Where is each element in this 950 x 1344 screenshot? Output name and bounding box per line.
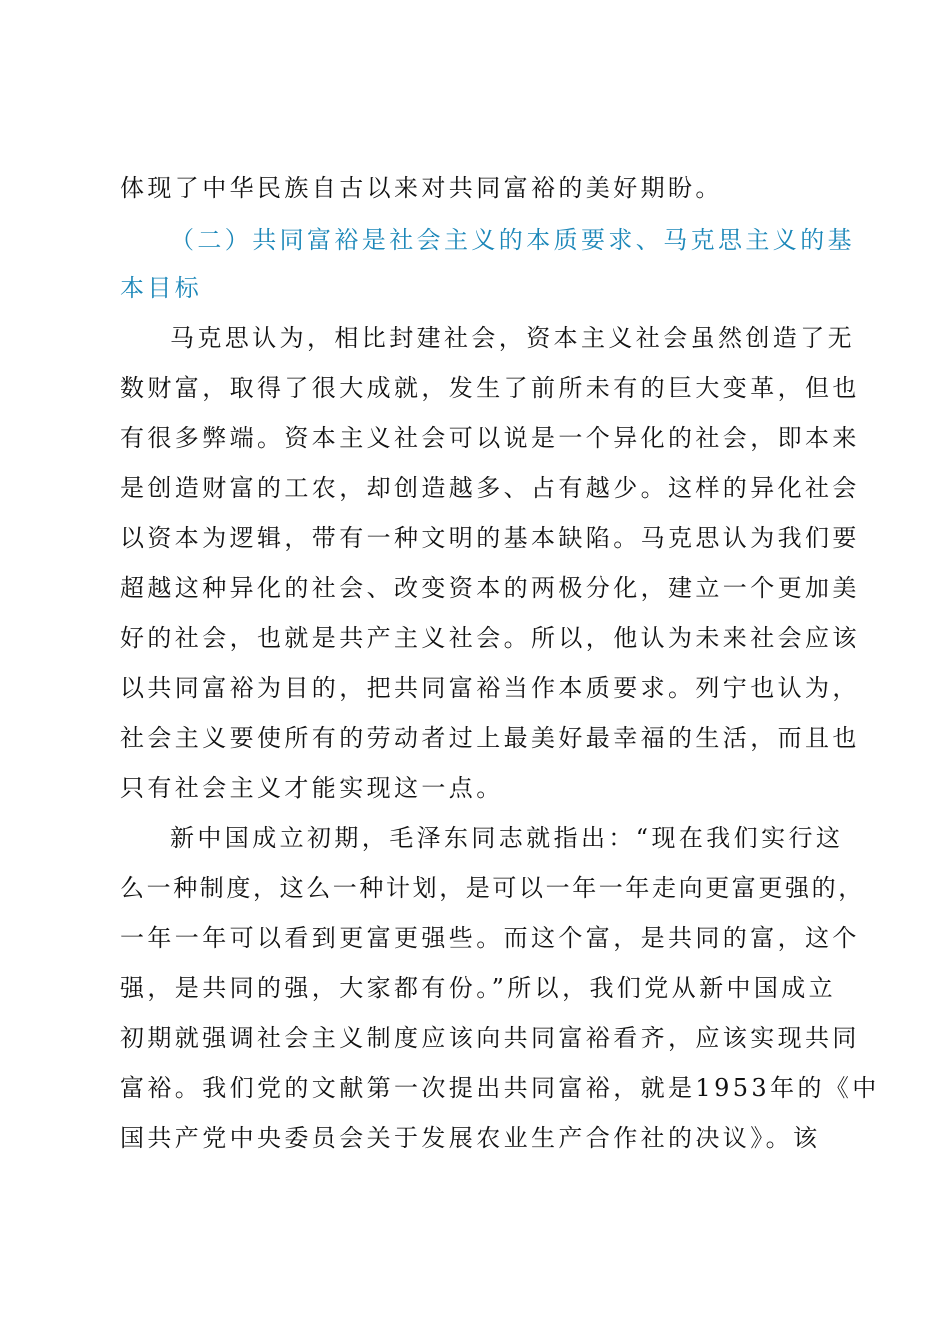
paragraph-line: 社会主义要使所有的劳动者过上最美好最幸福的生活，而且也 xyxy=(120,724,860,752)
paragraph-line: 富裕。我们党的文献第一次提出共同富裕，就是1953年的《中 xyxy=(120,1074,880,1102)
section-heading-line: （二）共同富裕是社会主义的本质要求、马克思主义的基 xyxy=(170,226,855,254)
paragraph-line: 强，是共同的强，大家都有份。”所以，我们党从新中国成立 xyxy=(120,974,837,1002)
paragraph-line: 有很多弊端。资本主义社会可以说是一个异化的社会，即本来 xyxy=(120,424,860,452)
paragraph-line: 马克思认为，相比封建社会，资本主义社会虽然创造了无 xyxy=(170,324,855,352)
paragraph-line: 超越这种异化的社会、改变资本的两极分化，建立一个更加美 xyxy=(120,574,860,602)
paragraph-line: 好的社会，也就是共产主义社会。所以，他认为未来社会应该 xyxy=(120,624,860,652)
paragraph-line: 数财富，取得了很大成就，发生了前所未有的巨大变革，但也 xyxy=(120,374,860,402)
paragraph-line: 么一种制度，这么一种计划，是可以一年一年走向更富更强的， xyxy=(120,874,865,902)
paragraph-line: 新中国成立初期，毛泽东同志就指出：“现在我们实行这 xyxy=(170,824,844,852)
paragraph-line: 国共产党中央委员会关于发展农业生产合作社的决议》。该 xyxy=(120,1124,821,1152)
paragraph-line: 初期就强调社会主义制度应该向共同富裕看齐，应该实现共同 xyxy=(120,1024,860,1052)
paragraph-line: 以资本为逻辑，带有一种文明的基本缺陷。马克思认为我们要 xyxy=(120,524,860,552)
section-heading-line: 本目标 xyxy=(120,274,203,302)
paragraph-line: 一年一年可以看到更富更强些。而这个富，是共同的富，这个 xyxy=(120,924,860,952)
paragraph-line: 只有社会主义才能实现这一点。 xyxy=(120,774,504,802)
paragraph-line: 体现了中华民族自古以来对共同富裕的美好期盼。 xyxy=(120,174,723,202)
paragraph-line: 是创造财富的工农，却创造越多、占有越少。这样的异化社会 xyxy=(120,474,860,502)
paragraph-line: 以共同富裕为目的，把共同富裕当作本质要求。列宁也认为， xyxy=(120,674,860,702)
